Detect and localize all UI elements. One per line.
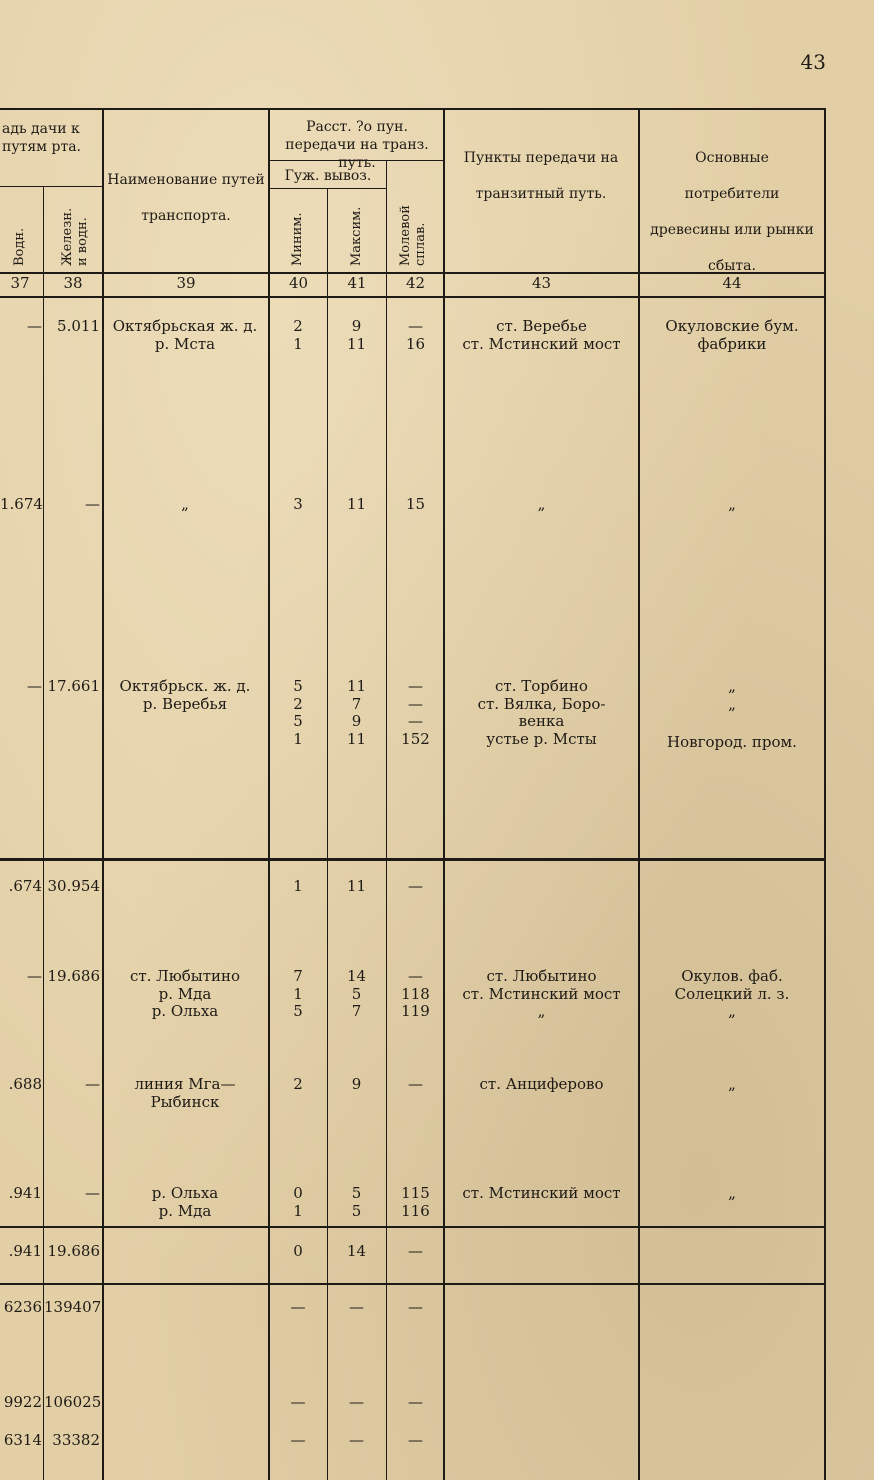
row-2-max-0: 11 xyxy=(346,677,367,695)
row-3-max: 11 xyxy=(346,877,367,895)
header-col-max: Максим. xyxy=(349,206,364,266)
colnum-43: 43 xyxy=(531,274,552,292)
row-0-max-0: 9 xyxy=(351,317,362,335)
row-4-consumers-1: Солецкий л. з. xyxy=(674,984,790,1003)
row-8-max: — xyxy=(349,1298,364,1316)
row-2-points-0: ст. Торбино xyxy=(495,677,588,695)
header-dist-group: Расст. ?о пун. передачи на транз. путь. xyxy=(285,119,429,171)
row-6-zhel: — xyxy=(85,1184,100,1202)
header-col-vodn: Водн. xyxy=(12,227,27,266)
row-6-max-0: 5 xyxy=(351,1184,362,1202)
row-3-min: 1 xyxy=(293,877,303,895)
row-1-points: „ xyxy=(537,495,546,513)
row-2-splav-2: — xyxy=(408,712,423,730)
row-4-points-2: „ xyxy=(537,1002,546,1020)
row-2-max-3: 11 xyxy=(346,729,367,748)
row-0-splav-1: 16 xyxy=(405,334,426,353)
colnum-39: 39 xyxy=(176,274,196,292)
row-4-name-0: ст. Любытино xyxy=(129,967,241,985)
row-2-min-2: 5 xyxy=(293,712,303,730)
row-4-max-1: 5 xyxy=(351,984,362,1003)
row-5-consumers: „ xyxy=(728,1075,736,1093)
row-5-min: 2 xyxy=(293,1075,303,1093)
row-0-points-1: ст. Мстинский мост xyxy=(462,334,621,353)
row-6-consumers: „ xyxy=(728,1184,736,1202)
row-2-consumers-3: Новгород. пром. xyxy=(667,733,797,751)
row-5-zhel: — xyxy=(85,1075,100,1093)
row-1-vodn: 1.674 xyxy=(0,495,43,513)
row-5-name-1: Рыбинск xyxy=(150,1092,220,1111)
row-2-splav-1: — xyxy=(408,694,423,713)
row-8-vodn: 6236 xyxy=(3,1298,42,1316)
row-4-zhel: 19.686 xyxy=(47,967,100,985)
row-7-splav: — xyxy=(408,1242,423,1260)
section-rule-2 xyxy=(0,1226,826,1228)
row-0-name-0: Октябрьская ж. д. xyxy=(112,317,258,335)
row-6-vodn: .941 xyxy=(8,1184,42,1202)
row-7-min: 0 xyxy=(293,1242,303,1260)
row-4-points-1: ст. Мстинский мост xyxy=(462,984,621,1003)
row-2-name-0: Октябрьск. ж. д. xyxy=(119,677,251,695)
row-1-zhel: — xyxy=(85,495,100,513)
row-6-splav-1: 116 xyxy=(401,1201,430,1220)
row-0-consumers-1: фабрики xyxy=(697,334,767,353)
header-col-name: Наименование путей транспорта. xyxy=(107,172,265,224)
row-5-name-0: линия Мга— xyxy=(134,1075,236,1093)
row-7-vodn: .941 xyxy=(8,1242,42,1260)
row-2-points-3: устье р. Мсты xyxy=(486,729,597,748)
table-right-border xyxy=(824,108,826,1480)
col-divider-39-40 xyxy=(268,108,270,1480)
row-6-max-1: 5 xyxy=(351,1201,362,1220)
row-3-splav: — xyxy=(408,877,423,895)
row-9-zhel: 106025 xyxy=(44,1393,102,1411)
colnum-42: 42 xyxy=(405,274,426,292)
row-6-name-0: р. Ольха xyxy=(151,1184,219,1202)
col-divider-42-43 xyxy=(443,108,445,1480)
row-5-vodn: .688 xyxy=(8,1075,42,1093)
row-2-vodn: — xyxy=(27,677,42,695)
row-10-max: — xyxy=(349,1431,364,1449)
row-1-consumers: „ xyxy=(728,495,736,513)
row-4-consumers-2: „ xyxy=(728,1002,736,1020)
col-divider-38-39 xyxy=(102,108,104,1480)
row-4-min-0: 7 xyxy=(293,967,303,985)
row-4-name-1: р. Мда xyxy=(158,984,212,1003)
row-3-zhel: 30.954 xyxy=(47,877,100,895)
row-2-splav-0: — xyxy=(408,677,423,695)
row-9-vodn: 9922 xyxy=(3,1393,42,1411)
row-4-consumers-0: Окулов. фаб. xyxy=(681,967,783,985)
area-subheader-rule xyxy=(0,186,102,187)
row-0-min-0: 2 xyxy=(293,317,303,335)
header-area-group: адь дачи к путям рта. xyxy=(2,121,81,155)
row-1-min: 3 xyxy=(293,495,303,513)
row-4-name-2: р. Ольха xyxy=(151,1002,219,1020)
row-5-splav: — xyxy=(408,1075,423,1093)
row-2-consumers-0: „ xyxy=(728,677,736,695)
row-7-max: 14 xyxy=(346,1242,367,1260)
row-4-min-2: 5 xyxy=(293,1002,303,1020)
row-4-splav-2: 119 xyxy=(401,1002,430,1020)
row-3-vodn: .674 xyxy=(8,877,42,895)
row-0-name-1: р. Мста xyxy=(154,334,216,353)
row-8-min: — xyxy=(290,1298,306,1316)
row-4-min-1: 1 xyxy=(293,984,303,1003)
row-10-vodn: 6314 xyxy=(3,1431,42,1449)
row-4-splav-0: — xyxy=(408,967,423,985)
row-6-splav-0: 115 xyxy=(401,1184,430,1202)
row-4-max-0: 14 xyxy=(346,967,367,985)
row-5-max: 9 xyxy=(351,1075,362,1093)
row-9-min: — xyxy=(290,1393,306,1411)
row-8-zhel: 139407 xyxy=(44,1298,102,1316)
row-0-max-1: 11 xyxy=(346,334,367,353)
row-4-points-0: ст. Любытино xyxy=(486,967,597,985)
row-2-min-0: 5 xyxy=(293,677,303,695)
row-9-max: — xyxy=(349,1393,364,1411)
row-1-splav: 15 xyxy=(405,495,426,513)
row-6-points: ст. Мстинский мост xyxy=(462,1184,621,1202)
colnum-40: 40 xyxy=(288,274,309,292)
row-0-consumers-0: Окуловские бум. xyxy=(665,317,799,335)
col-divider-43-44 xyxy=(638,108,640,1480)
row-6-min-1: 1 xyxy=(293,1201,303,1220)
row-2-min-1: 2 xyxy=(293,694,303,713)
row-2-name-1: р. Веребья xyxy=(142,694,228,713)
col-divider-37-38 xyxy=(43,186,44,1480)
col-divider-40-41 xyxy=(327,188,328,1480)
row-6-name-1: р. Мда xyxy=(158,1201,212,1220)
row-2-max-1: 7 xyxy=(351,694,362,713)
row-4-max-2: 7 xyxy=(351,1002,362,1020)
row-8-splav: — xyxy=(408,1298,423,1316)
row-0-min-1: 1 xyxy=(293,334,303,353)
row-0-vodn: — xyxy=(27,317,42,335)
row-5-points: ст. Анциферово xyxy=(479,1075,604,1093)
header-col-zhelezn: Железн. и водн. xyxy=(60,207,90,266)
row-1-name: „ xyxy=(181,495,189,513)
row-4-splav-1: 118 xyxy=(401,984,430,1003)
colnum-38: 38 xyxy=(63,274,83,292)
row-0-zhel: 5.011 xyxy=(57,317,100,335)
header-col-points: Пункты передачи на транзитный путь. xyxy=(463,150,619,202)
header-guzh-group: Гуж. вывоз. xyxy=(284,168,372,184)
row-10-min: — xyxy=(290,1431,306,1449)
table-top-rule xyxy=(0,108,826,110)
row-2-consumers-1: „ xyxy=(728,694,736,713)
row-10-splav: — xyxy=(408,1431,423,1449)
row-2-min-3: 1 xyxy=(293,729,303,748)
row-2-max-2: 9 xyxy=(351,712,362,730)
colnum-37: 37 xyxy=(10,274,30,292)
row-10-zhel: 33382 xyxy=(52,1431,100,1449)
row-2-zhel: 17.661 xyxy=(47,677,100,695)
col-divider-41-42 xyxy=(386,160,387,1480)
header-col-consumers: Основные потребители древесины или рынки сбыта. xyxy=(650,150,814,274)
row-4-vodn: — xyxy=(27,967,42,985)
colnum-41: 41 xyxy=(347,274,367,292)
colnum-44: 44 xyxy=(722,274,742,292)
row-0-splav-0: — xyxy=(408,317,423,335)
row-2-points-1: ст. Вялка, Боро- xyxy=(477,694,606,713)
row-7-zhel: 19.686 xyxy=(47,1242,100,1260)
row-2-points-2: венка xyxy=(518,712,565,730)
header-col-min: Миним. xyxy=(290,212,305,266)
page-number: 43 xyxy=(800,50,826,74)
row-9-splav: — xyxy=(408,1393,423,1411)
colnum-bottom-rule xyxy=(0,296,826,298)
row-2-splav-3: 152 xyxy=(401,729,430,748)
header-col-splav: Молевой сплав. xyxy=(398,205,428,266)
row-6-min-0: 0 xyxy=(293,1184,303,1202)
row-0-points-0: ст. Веребье xyxy=(496,317,587,335)
row-1-max: 11 xyxy=(346,495,367,513)
section-rule-1 xyxy=(0,858,826,861)
section-rule-3 xyxy=(0,1283,826,1285)
